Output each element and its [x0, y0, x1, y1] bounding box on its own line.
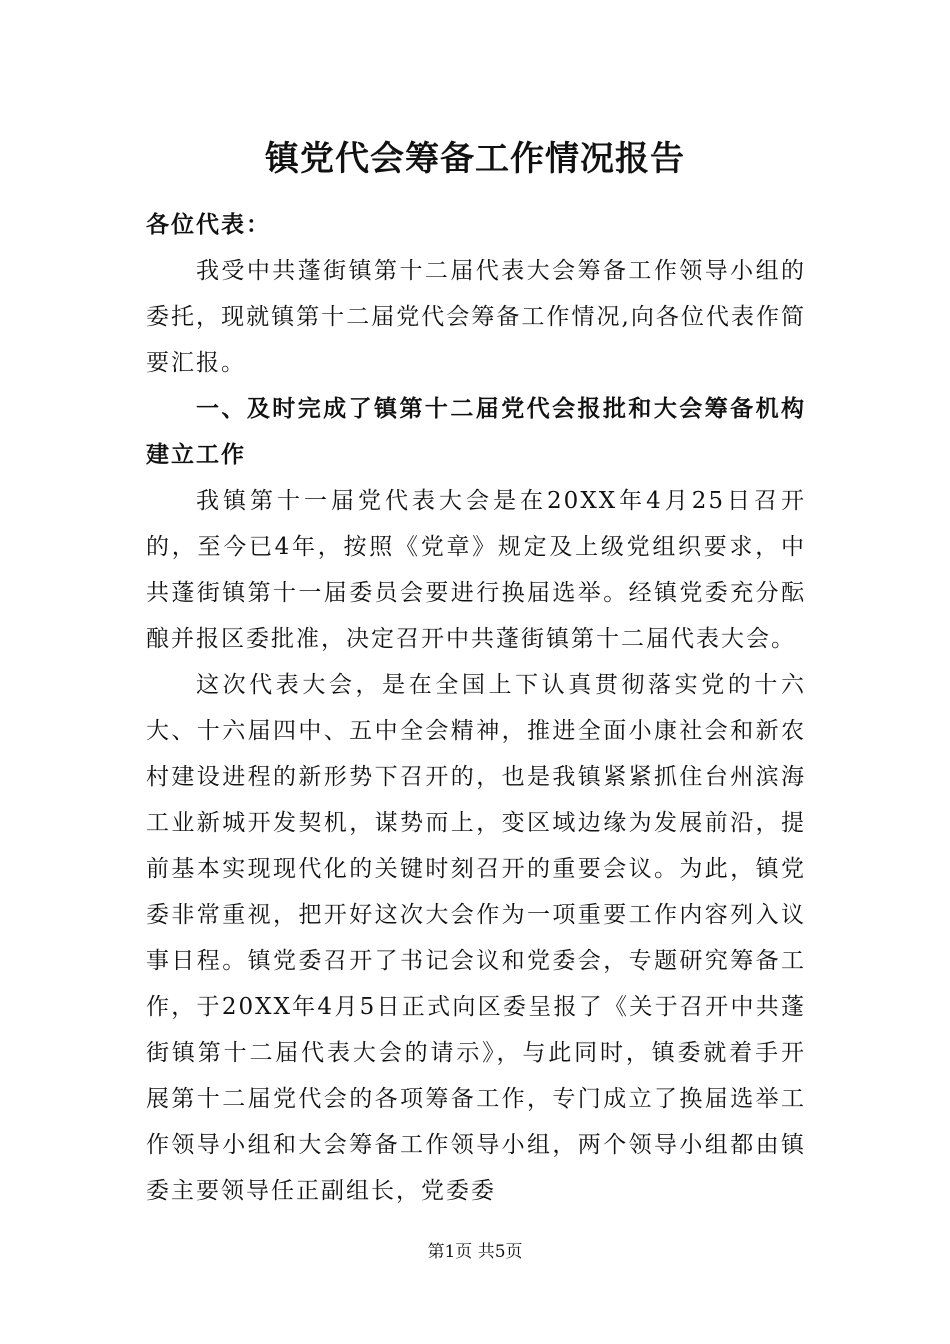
- page-footer: 第1页 共5页: [427, 1242, 523, 1262]
- section-heading-1: 一、及时完成了镇第十二届党代会报批和大会筹备机构建立工作: [146, 395, 806, 468]
- document-body: [146, 202, 806, 1214]
- section-1-paragraph-2: 这次代表大会，是在全国上下认真贯彻落实党的十六大、十六届四中、五中全会精神，推进全面小康社会和新农村建设进程的新形势下召开的，也是我镇紧紧抓住台州滨海工业新城开发契机，谋势而上，变区域边缘为发展前沿，提前基本实现现代化的关键时刻召开的重要会议。为此，镇党委非常重视，把开好这次大会作为一项重要工作内容列入议事日程。镇党委召开了书记会议和党委会，专题研究筹备工作，于20XX年4月5日正式向区委呈报了《关于召开中共蓬街镇第十二届代表大会的请示》，与此同时，镇委就着手开展第十二届党代会的各项筹备工作，专门成立了换届选举工作领导小组和大会筹备工作领导小组，两个领导小组都由镇委主要领导任正副组长，党委委: [146, 672, 806, 1204]
- intro-paragraph: 我受中共蓬街镇第十二届代表大会筹备工作领导小组的委托，现就镇第十二届党代会筹备工作情况,向各位代表作简要汇报。: [146, 258, 806, 376]
- section-1-paragraph-1: 我镇第十一届党代表大会是在20XX年4月25日召开的，至今已4年，按照《党章》规定及上级党组织要求，中共蓬街镇第十一届委员会要进行换届选举。经镇党委充分酝酿并报区委批准，决定召开中共蓬街镇第十二届代表大会。: [146, 488, 806, 652]
- salutation: 各位代表：: [146, 211, 271, 238]
- document-title: 镇党代会筹备工作情况报告: [265, 139, 685, 179]
